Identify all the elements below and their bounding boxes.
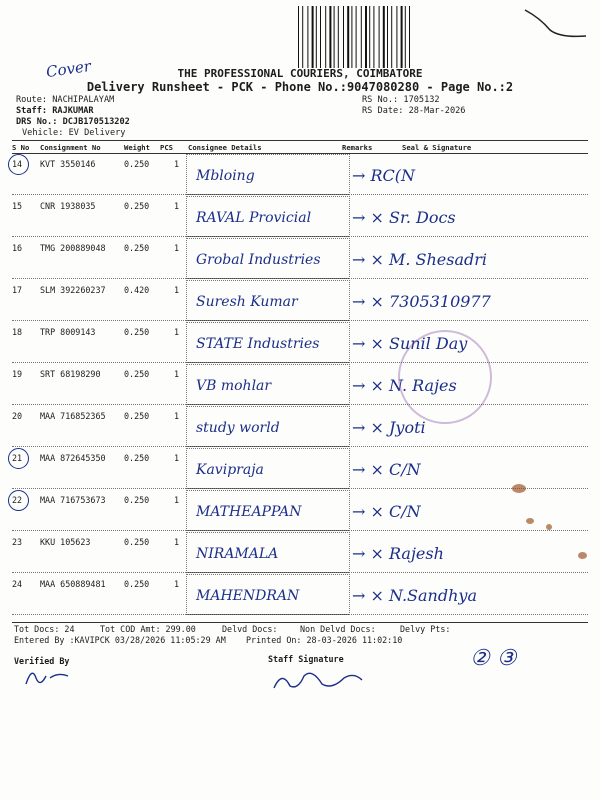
serial-number: 18 <box>12 327 23 337</box>
ink-blot <box>526 518 534 524</box>
table-row <box>12 322 588 364</box>
consignment-number: SLM 392260237 <box>40 285 106 295</box>
cover-handwritten-note: Cover <box>44 56 93 82</box>
pieces: 1 <box>174 579 180 589</box>
runsheet-subtitle: Delivery Runsheet - PCK - Phone No.:9047080280 - Page No.:2 <box>86 80 514 94</box>
staff: Staff: RAJKUMAR <box>16 106 94 116</box>
weight: 0.250 <box>124 537 150 547</box>
barcode-bar <box>387 6 388 68</box>
consignment-number: KKU 105623 <box>40 537 91 547</box>
barcode-bar <box>302 6 303 68</box>
pieces: 1 <box>174 159 180 169</box>
consignment-number: CNR 1938035 <box>40 201 96 211</box>
barcode-bar <box>351 6 352 68</box>
weight: 0.420 <box>124 285 150 295</box>
entered-by: Entered By :KAVIPCK 03/28/2026 11:05:29 AM <box>14 635 226 645</box>
remark-signature-handwriting: → RC(N <box>352 166 416 185</box>
pieces: 1 <box>174 411 180 421</box>
pieces: 1 <box>174 327 180 337</box>
weight: 0.250 <box>124 369 150 379</box>
staff-signature <box>270 666 366 694</box>
consignee-handwriting: Suresh Kumar <box>196 294 298 310</box>
barcode-bar <box>338 6 339 68</box>
weight: 0.250 <box>124 243 150 253</box>
remark-signature-handwriting: → × Jyoti <box>352 418 426 437</box>
pieces: 1 <box>174 495 180 505</box>
table-row <box>12 448 588 490</box>
barcode-bar <box>316 6 317 68</box>
col-seal: Seal & Signature <box>402 143 472 152</box>
serial-number: 16 <box>12 243 23 253</box>
delivery-stamp <box>398 330 492 424</box>
consignee-handwriting: study world <box>196 420 280 436</box>
col-consignment: Consignment No <box>40 143 101 152</box>
drs-number: DRS No.: DCJB170513202 <box>16 117 130 127</box>
table-row <box>12 532 588 574</box>
serial-number: 14 <box>12 159 23 169</box>
barcode-bar <box>365 6 367 68</box>
row-separator <box>12 404 588 405</box>
consignee-handwriting: VB mohlar <box>196 378 272 394</box>
row-separator <box>12 572 588 573</box>
barcode-bar <box>347 6 349 68</box>
delivery-points: Delvy Pts: <box>400 624 451 634</box>
remark-signature-handwriting: → × N. Rajes <box>352 376 457 395</box>
consignment-number: TMG 200889048 <box>40 243 106 253</box>
remark-signature-handwriting: → × N.Sandhya <box>352 586 477 605</box>
ink-blot <box>546 524 552 530</box>
consignment-number: KVT 3550146 <box>40 159 96 169</box>
pieces: 1 <box>174 243 180 253</box>
weight: 0.250 <box>124 159 150 169</box>
table-row <box>12 406 588 448</box>
table-row <box>12 280 588 322</box>
staff-signature-label: Staff Signature <box>268 654 344 664</box>
barcode-bar <box>356 6 357 68</box>
consignee-handwriting: NIRAMALA <box>196 546 279 562</box>
col-weight: Weight <box>124 143 150 152</box>
consignee-handwriting: RAVAL Provicial <box>196 210 312 226</box>
printed-on: Printed On: 28-03-2026 11:02:10 <box>246 635 403 645</box>
header-top-rule <box>12 140 588 141</box>
company-name: THE PROFESSIONAL COURIERS, COIMBATORE <box>177 67 423 80</box>
row-separator <box>12 320 588 321</box>
table-row <box>12 238 588 280</box>
barcode-bar <box>320 6 321 68</box>
barcode-bar <box>334 6 335 68</box>
weight: 0.250 <box>124 495 150 505</box>
page-count-marks: ② ③ <box>470 646 517 671</box>
remark-signature-handwriting: → × C/N <box>352 460 421 479</box>
pieces: 1 <box>174 453 180 463</box>
remark-signature-handwriting: → × Rajesh <box>352 544 444 563</box>
delivered-docs: Delvd Docs: <box>222 624 278 634</box>
consignment-number: MAA 716753673 <box>40 495 106 505</box>
table-row <box>12 196 588 238</box>
consignee-handwriting: MAHENDRAN <box>196 588 300 604</box>
barcode-bar <box>329 6 331 68</box>
barcode-bar <box>396 6 397 68</box>
consignment-number: MAA 716852365 <box>40 411 106 421</box>
vehicle: Vehicle: EV Delivery <box>22 128 126 138</box>
barcode-bar <box>298 6 299 68</box>
barcode-bar <box>391 6 392 68</box>
serial-number: 19 <box>12 369 23 379</box>
consignee-handwriting: Kavipraja <box>196 462 264 478</box>
weight: 0.250 <box>124 411 150 421</box>
weight: 0.250 <box>124 453 150 463</box>
col-sno: S No <box>12 143 30 152</box>
total-docs: Tot Docs: 24 <box>14 624 75 634</box>
serial-number: 22 <box>12 495 23 505</box>
row-separator <box>12 530 588 531</box>
weight: 0.250 <box>124 201 150 211</box>
route: Route: NACHIPALAYAM <box>16 95 115 105</box>
col-pcs: PCS <box>160 143 173 152</box>
row-separator <box>12 278 588 279</box>
row-separator <box>12 614 588 615</box>
verified-by-label: Verified By <box>14 656 70 666</box>
barcode-bar <box>409 6 410 68</box>
ink-blot <box>512 484 526 493</box>
serial-number: 21 <box>12 453 23 463</box>
pieces: 1 <box>174 369 180 379</box>
consignee-handwriting: Grobal Industries <box>196 252 321 268</box>
row-separator <box>12 236 588 237</box>
verifier-signature <box>22 664 86 690</box>
non-delivered-docs: Non Delvd Docs: <box>300 624 376 634</box>
remark-signature-handwriting: → × C/N <box>352 502 421 521</box>
serial-number: 17 <box>12 285 23 295</box>
pieces: 1 <box>174 201 180 211</box>
table-row <box>12 574 588 616</box>
remark-signature-handwriting: → × M. Shesadri <box>352 250 488 269</box>
barcode-bar <box>401 6 403 68</box>
barcode-bar <box>325 6 326 68</box>
rs-date: RS Date: 28-Mar-2026 <box>362 106 466 116</box>
barcode-bar <box>307 6 308 68</box>
serial-number: 23 <box>12 537 23 547</box>
consignment-number: SRT 68198290 <box>40 369 101 379</box>
col-consignee: Consignee Details <box>188 143 262 152</box>
serial-number: 15 <box>12 201 23 211</box>
footer-rule <box>12 622 588 623</box>
consignee-handwriting: Mbloing <box>196 168 255 184</box>
pieces: 1 <box>174 285 180 295</box>
corner-pen-mark <box>520 8 590 48</box>
remark-signature-handwriting: → × Sunil Day <box>352 334 468 353</box>
barcode-bar <box>405 6 406 68</box>
barcode-bar <box>312 6 314 68</box>
barcode-bar <box>383 6 385 68</box>
consignment-number: TRP 8009143 <box>40 327 96 337</box>
row-separator <box>12 488 588 489</box>
consignee-handwriting: MATHEAPPAN <box>196 504 302 520</box>
remark-signature-handwriting: → × 7305310977 <box>352 292 491 311</box>
table-row <box>12 154 588 196</box>
barcode-bar <box>361 6 362 68</box>
serial-number: 24 <box>12 579 23 589</box>
remark-signature-handwriting: → × Sr. Docs <box>352 208 456 227</box>
table-row <box>12 490 588 532</box>
total-cod: Tot COD Amt: 299.00 <box>100 624 196 634</box>
barcode-bar <box>343 6 344 68</box>
rs-number: RS No.: 1705132 <box>362 95 440 105</box>
weight: 0.250 <box>124 327 150 337</box>
col-remarks: Remarks <box>342 143 373 152</box>
weight: 0.250 <box>124 579 150 589</box>
barcode-bar <box>373 6 374 68</box>
consignment-number: MAA 872645350 <box>40 453 106 463</box>
table-row <box>12 364 588 406</box>
consignment-number: MAA 650889481 <box>40 579 106 589</box>
row-separator <box>12 362 588 363</box>
pieces: 1 <box>174 537 180 547</box>
row-separator <box>12 194 588 195</box>
barcode-bar <box>369 6 370 68</box>
serial-number: 20 <box>12 411 23 421</box>
ink-blot <box>578 552 587 559</box>
row-separator <box>12 446 588 447</box>
barcode-bar <box>379 6 380 68</box>
consignee-handwriting: STATE Industries <box>196 336 320 352</box>
